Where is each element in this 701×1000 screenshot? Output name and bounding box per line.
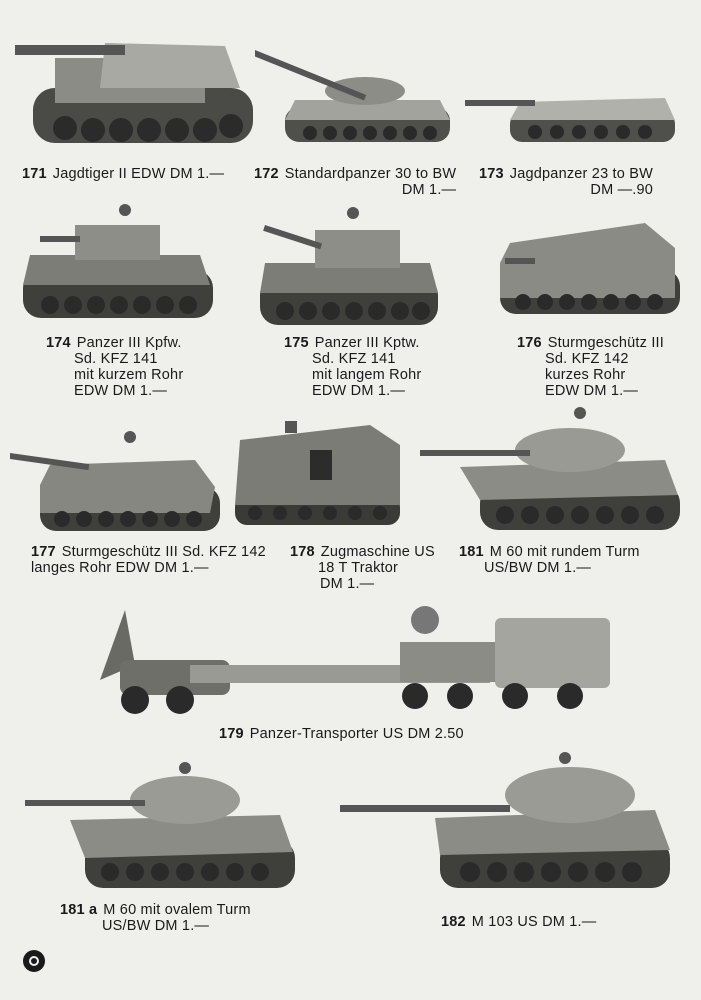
item-caption-179: 179 Panzer-Transporter US DM 2.50 bbox=[219, 726, 464, 742]
panzer-iii-kurzem-image bbox=[15, 200, 215, 325]
item-caption-172: 172 Standardpanzer 30 to BW DM 1.— bbox=[254, 166, 457, 198]
item-caption-176: 176 Sturmgeschütz III Sd. KFZ 142 kurzes Rohr EDW DM 1.— bbox=[517, 335, 665, 399]
item-caption-173: 173 Jagdpanzer 23 to BW DM —.90 bbox=[479, 166, 654, 198]
item-caption-181: 181 M 60 mit rundem Turm US/BW DM 1.— bbox=[459, 544, 640, 576]
panzer-iii-langem-image bbox=[255, 205, 445, 330]
sturmgeschuetz-iii-langes-image bbox=[10, 425, 225, 535]
item-caption-174: 174 Panzer III Kpfw. Sd. KFZ 141 mit kurzem Rohr EDW DM 1.— bbox=[46, 335, 184, 399]
sturmgeschuetz-iii-kurzes-image bbox=[495, 208, 685, 318]
item-caption-182: 182 M 103 US DM 1.— bbox=[441, 914, 597, 930]
item-caption-178: 178 Zugmaschine US 18 T Traktor DM 1.— bbox=[290, 544, 435, 592]
m60-ovalem-turm-image bbox=[25, 760, 300, 895]
standardpanzer-image bbox=[255, 45, 455, 150]
jagdtiger-ii-image bbox=[15, 18, 255, 158]
publisher-logo-icon bbox=[23, 950, 45, 972]
item-caption-177: 177 Sturmgeschütz III Sd. KFZ 142 langes Rohr EDW DM 1.— bbox=[31, 544, 266, 576]
m103-image bbox=[340, 750, 675, 895]
item-caption-175: 175 Panzer III Kptw. Sd. KFZ 141 mit langem Rohr EDW DM 1.— bbox=[284, 335, 422, 399]
item-caption-171: 171 Jagdtiger II EDW DM 1.— bbox=[22, 166, 225, 182]
jagdpanzer-image bbox=[465, 80, 680, 150]
zugmaschine-image bbox=[230, 415, 405, 530]
m60-rundem-turm-image bbox=[420, 405, 685, 535]
item-caption-181a: 181 a M 60 mit ovalem Turm US/BW DM 1.— bbox=[60, 902, 251, 934]
panzer-transporter-image bbox=[95, 600, 615, 725]
